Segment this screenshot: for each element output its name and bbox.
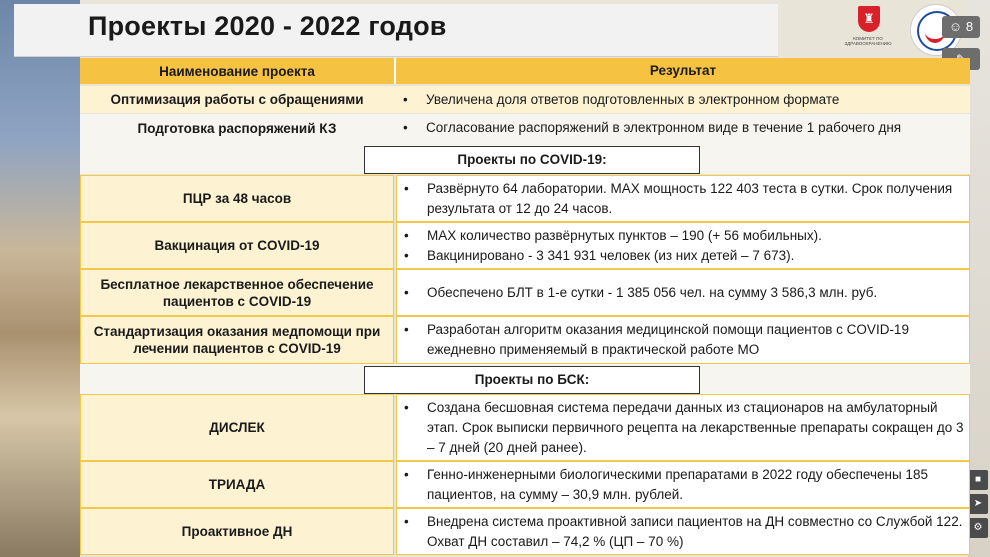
row-results bbox=[396, 222, 970, 269]
result-item: • Разработан алгоритм оказания медицинской помощи пациентов с COVID-19 ежедневно применяемый в практической работе МО bbox=[404, 322, 909, 357]
row-results bbox=[396, 394, 970, 461]
camera-icon: ■ bbox=[974, 474, 982, 485]
row-name: Вакцинация от COVID-19 bbox=[80, 222, 394, 269]
section-title-covid: Проекты по COVID-19: bbox=[364, 146, 700, 174]
result-item: • MAX количество развёрнутых пунктов – 190 (+ 56 мобильных). bbox=[404, 227, 822, 243]
table-row bbox=[80, 86, 970, 113]
row-results bbox=[396, 461, 970, 508]
row-name: Бесплатное лекарственное обеспечение пациентов с COVID-19 bbox=[80, 269, 394, 316]
result-text: Увеличена доля ответов подготовленных в электронном формате bbox=[426, 91, 840, 107]
result-text: Создана бесшовная система передачи данных из стационаров на амбулаторный этап. Срок выписки первичного рецепта на лекарственные препараты сокращен до 3 – 7 дней (20 дней ранее). bbox=[427, 399, 964, 455]
share-icon: ➤ bbox=[973, 498, 983, 509]
result-item: • Увеличена доля ответов подготовленных в электронном формате bbox=[403, 91, 840, 107]
table-row bbox=[80, 114, 970, 142]
participants-button[interactable] bbox=[942, 16, 980, 38]
gear-icon: ⚙ bbox=[973, 522, 983, 533]
result-item: • Создана бесшовная система передачи данных из стационаров на амбулаторный этап. Срок выписки первичного рецепта на лекарственные препараты сокращен до 3 – 7 дней (20 дней ранее). bbox=[404, 399, 964, 455]
result-item: • Обеспечено БЛТ в 1-е сутки - 1 385 056 чел. на сумму 3 586,3 млн. руб. bbox=[404, 284, 878, 300]
row-results bbox=[396, 175, 970, 222]
result-text: MAX количество развёрнутых пунктов – 190 (+ 56 мобильных). bbox=[427, 227, 822, 243]
result-text: Развёрнуто 64 лаборатории. MAX мощность 122 403 теста в сутки. Срок получения результата от 12 до 24 часов. bbox=[427, 180, 953, 216]
result-item: • Генно-инженерными биологическими препаратами в 2022 году обеспечены 185 пациентов, на сумму – 30,9 млн. рублей. bbox=[404, 466, 928, 502]
coat-of-arms-icon: ♜ bbox=[858, 6, 880, 32]
result-text: Внедрена система проактивной записи пациентов на ДН совместно со Службой 122. Охват ДН составил – 74,2 % (ЦП – 70 %) bbox=[427, 513, 963, 549]
row-results bbox=[396, 114, 970, 142]
header-divider bbox=[394, 58, 396, 84]
table-row bbox=[80, 394, 970, 461]
settings-button[interactable] bbox=[968, 518, 988, 538]
row-name: Стандартизация оказания медпомощи при лечении пациентов с COVID-19 bbox=[80, 316, 394, 364]
result-item: • Согласование распоряжений в электронном виде в течение 1 рабочего дня bbox=[403, 120, 902, 135]
row-name: ТРИАДА bbox=[80, 461, 394, 508]
result-text: Вакцинировано - 3 341 931 человек (из них детей – 7 673). bbox=[427, 247, 795, 263]
table-row bbox=[80, 461, 970, 508]
result-item: • Развёрнуто 64 лаборатории. MAX мощность 122 403 теста в сутки. Срок получения результата от 12 до 24 часов. bbox=[404, 180, 953, 216]
section-title-bsk: Проекты по БСК: bbox=[364, 366, 700, 394]
row-results bbox=[396, 86, 970, 113]
table-row bbox=[80, 316, 970, 364]
row-name: ПЦР за 48 часов bbox=[80, 175, 394, 222]
result-text: Разработан алгоритм оказания медицинской помощи пациентов с COVID-19 ежедневно применяемый в практической работе МО bbox=[427, 322, 909, 357]
committee-logo bbox=[838, 2, 898, 62]
result-item: • Внедрена система проактивной записи пациентов на ДН совместно со Службой 122. Охват ДН составил – 74,2 % (ЦП – 70 %) bbox=[404, 513, 963, 549]
share-button[interactable] bbox=[968, 494, 988, 514]
camera-button[interactable] bbox=[968, 470, 988, 490]
result-item: • Вакцинировано - 3 341 931 человек (из них детей – 7 673). bbox=[404, 247, 795, 263]
table-row bbox=[80, 269, 970, 316]
row-results bbox=[396, 508, 970, 555]
table-header bbox=[80, 58, 970, 84]
header-col-name: Наименование проекта bbox=[159, 63, 315, 79]
result-text: Согласование распоряжений в электронном виде в течение 1 рабочего дня bbox=[426, 120, 902, 135]
result-text: Генно-инженерными биологическими препаратами в 2022 году обеспечены 185 пациентов, на сумму – 30,9 млн. рублей. bbox=[427, 466, 928, 502]
person-icon: ☺ bbox=[948, 19, 963, 34]
logo-caption: КОМИТЕТ ПО ЗДРАВООХРАНЕНИЮ bbox=[844, 36, 892, 46]
row-name: Проактивное ДН bbox=[80, 508, 394, 555]
row-name: ДИСЛЕК bbox=[80, 394, 394, 461]
participants-count: 8 bbox=[965, 19, 974, 34]
row-results bbox=[396, 316, 970, 364]
row-name: Оптимизация работы с обращениями bbox=[110, 92, 364, 107]
table-row bbox=[80, 222, 970, 269]
table-row bbox=[80, 175, 970, 222]
row-results bbox=[396, 269, 970, 316]
table-row bbox=[80, 508, 970, 555]
row-name: Подготовка распоряжений КЗ bbox=[137, 120, 337, 136]
header-col-result: Результат bbox=[649, 63, 717, 78]
slide-title: Проекты 2020 - 2022 годов bbox=[88, 11, 447, 41]
result-text: Обеспечено БЛТ в 1-е сутки - 1 385 056 чел. на сумму 3 586,3 млн. руб. bbox=[427, 284, 878, 300]
